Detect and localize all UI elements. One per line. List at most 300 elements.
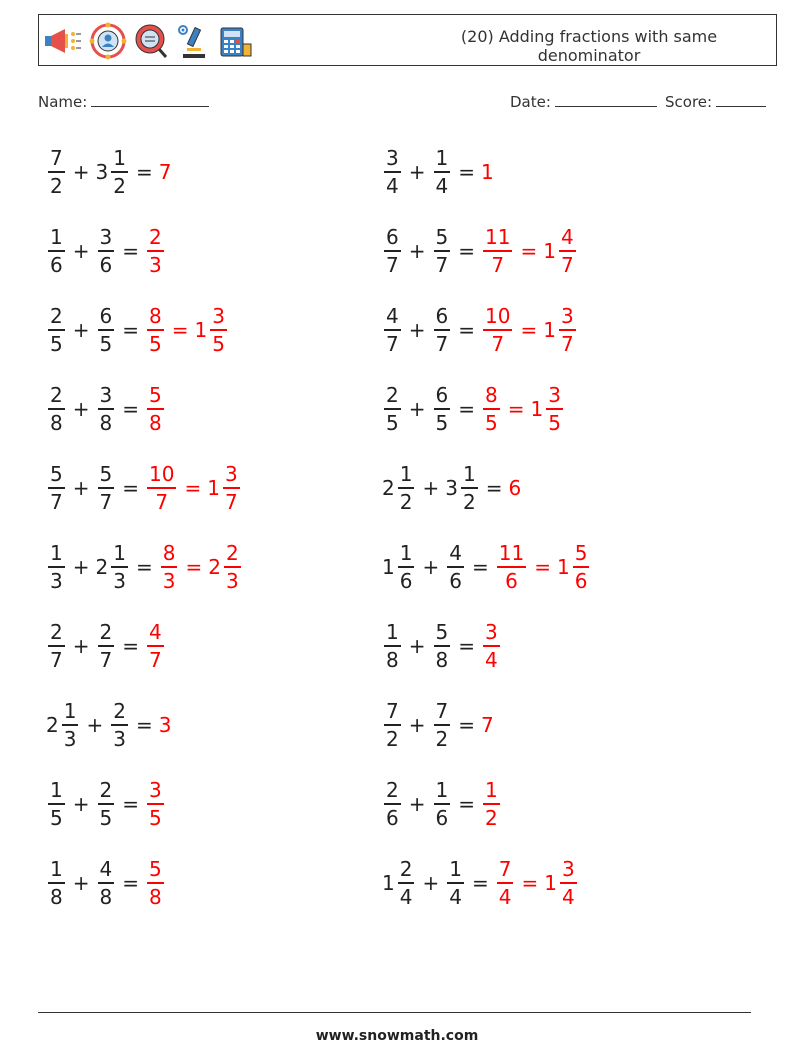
fraction	[224, 540, 241, 594]
denominator: 8	[50, 884, 63, 909]
numerator: 7	[498, 857, 512, 882]
fraction	[48, 777, 65, 831]
denominator: 5	[548, 410, 561, 435]
problem-item	[382, 769, 502, 839]
fraction	[434, 224, 451, 278]
whole-number: 1	[207, 476, 220, 500]
equals-sign: =	[458, 239, 475, 263]
whole-number: 2	[208, 555, 221, 579]
plus-sign: +	[72, 397, 90, 421]
equals-sign: =	[458, 634, 475, 658]
score-blank[interactable]	[716, 92, 766, 107]
numerator: 11	[485, 225, 511, 250]
fraction	[98, 224, 115, 278]
operand-number	[382, 856, 416, 910]
numerator: 3	[485, 620, 498, 645]
fraction	[434, 777, 451, 831]
plus-sign: +	[422, 555, 440, 579]
numerator: 1	[386, 620, 399, 645]
operand-number	[432, 382, 453, 436]
plus-sign: +	[72, 318, 90, 342]
operand-number	[46, 382, 67, 436]
fraction	[398, 540, 415, 594]
answer-number	[495, 540, 528, 594]
people-circle-icon	[89, 22, 127, 60]
problem-item	[382, 374, 565, 444]
operand-number	[96, 777, 117, 831]
operand-number	[445, 461, 479, 515]
fraction	[147, 303, 164, 357]
denominator: 5	[149, 805, 162, 830]
operand-number	[432, 145, 453, 199]
fraction	[497, 540, 526, 594]
fraction	[483, 382, 500, 436]
fraction	[111, 540, 128, 594]
denominator: 7	[50, 489, 63, 514]
numerator: 2	[149, 225, 162, 250]
whole-number: 1	[382, 555, 395, 579]
fraction	[98, 303, 115, 357]
plus-sign: +	[72, 792, 90, 816]
fraction	[461, 461, 478, 515]
footer-url[interactable]: www.snowmath.com	[315, 1028, 479, 1044]
fraction	[384, 698, 401, 752]
fraction	[398, 461, 415, 515]
calculator-icon	[215, 22, 253, 60]
equals-sign: =	[135, 713, 153, 737]
numerator: 4	[99, 857, 113, 882]
numerator: 3	[560, 304, 574, 329]
numerator: 8	[162, 541, 176, 566]
numerator: 5	[149, 383, 162, 408]
numerator: 2	[225, 541, 239, 566]
problem-item	[382, 532, 591, 602]
denominator: 3	[113, 568, 126, 593]
numerator: 10	[485, 304, 511, 329]
answer-number	[481, 713, 495, 737]
equals-sign: =	[458, 792, 475, 816]
denominator: 5	[50, 331, 63, 356]
answer-number	[145, 303, 166, 357]
numerator: 1	[50, 541, 63, 566]
denominator: 8	[149, 410, 162, 435]
denominator: 5	[212, 331, 225, 356]
answer-number	[159, 713, 173, 737]
whole-number: 1	[543, 318, 556, 342]
numerator: 2	[50, 383, 63, 408]
denominator: 6	[449, 568, 462, 593]
answer-number	[481, 777, 502, 831]
answer-number	[481, 382, 502, 436]
fraction	[48, 540, 65, 594]
whole-number: 1	[382, 871, 395, 895]
numerator: 4	[560, 225, 574, 250]
answer-number	[145, 619, 166, 673]
denominator: 6	[386, 805, 399, 830]
whole-number: 2	[382, 476, 395, 500]
answer-number	[159, 160, 173, 184]
whole-number: 1	[530, 397, 544, 421]
denominator: 7	[155, 489, 169, 514]
numerator: 6	[99, 304, 113, 329]
name-field[interactable]	[38, 92, 209, 111]
fraction	[434, 619, 451, 673]
numerator: 3	[548, 383, 561, 408]
whole-number: 2	[46, 713, 59, 737]
plus-sign: +	[72, 871, 90, 895]
denominator: 7	[560, 252, 574, 277]
operand-number	[46, 777, 67, 831]
problem-item	[382, 216, 578, 286]
numerator: 7	[386, 699, 399, 724]
fraction	[483, 224, 512, 278]
problem-item	[46, 137, 172, 207]
answer-number	[145, 856, 166, 910]
numerator: 2	[50, 620, 63, 645]
whole-number: 6	[508, 476, 522, 500]
score-field[interactable]	[665, 92, 766, 111]
operand-number	[46, 856, 67, 910]
numerator: 1	[449, 857, 462, 882]
operand-number	[382, 619, 403, 673]
numerator: 5	[149, 857, 162, 882]
numerator: 6	[435, 304, 449, 329]
denominator: 4	[561, 884, 575, 909]
denominator: 2	[462, 489, 476, 514]
answer-number	[481, 619, 502, 673]
operand-number	[432, 224, 453, 278]
name-blank[interactable]	[91, 92, 209, 107]
denominator: 2	[386, 726, 399, 751]
operand-number	[445, 856, 466, 910]
numerator: 2	[113, 699, 126, 724]
numerator: 4	[386, 304, 399, 329]
fraction	[147, 461, 176, 515]
denominator: 7	[560, 331, 574, 356]
plus-sign: +	[408, 160, 426, 184]
denominator: 8	[386, 647, 399, 672]
operand-number	[96, 540, 130, 594]
numerator: 4	[449, 541, 462, 566]
answer-number	[481, 224, 514, 278]
denominator: 7	[50, 647, 63, 672]
equals-sign: =	[458, 713, 475, 737]
equals-sign: =	[534, 555, 551, 579]
fraction	[483, 303, 512, 357]
problem-item	[382, 295, 578, 365]
numerator: 10	[149, 462, 175, 487]
fraction	[147, 619, 164, 673]
problem-item	[46, 216, 166, 286]
numerator: 5	[50, 462, 63, 487]
numerator: 3	[212, 304, 225, 329]
operand-number	[96, 382, 117, 436]
equals-sign: =	[520, 318, 538, 342]
denominator: 7	[149, 647, 162, 672]
problem-item	[46, 532, 243, 602]
fraction	[98, 777, 115, 831]
denominator: 7	[386, 252, 399, 277]
operand-number	[46, 540, 67, 594]
numerator: 5	[435, 225, 449, 250]
fraction	[559, 303, 576, 357]
numerator: 2	[386, 778, 399, 803]
fraction	[48, 224, 65, 278]
answer-number	[208, 540, 242, 594]
numerator: 1	[63, 699, 77, 724]
equals-sign: =	[122, 239, 139, 263]
numerator: 7	[435, 699, 449, 724]
equals-sign: =	[458, 160, 475, 184]
fraction	[62, 698, 79, 752]
denominator: 2	[399, 489, 413, 514]
denominator: 4	[399, 884, 413, 909]
answer-number	[207, 461, 241, 515]
equals-sign: =	[184, 476, 202, 500]
denominator: 3	[162, 568, 176, 593]
fraction	[98, 619, 115, 673]
operand-number	[382, 145, 403, 199]
fraction	[434, 698, 451, 752]
problem-item	[46, 848, 166, 918]
numerator: 5	[574, 541, 588, 566]
answer-number	[145, 224, 166, 278]
fraction	[384, 777, 401, 831]
equals-sign: =	[471, 555, 489, 579]
plus-sign: +	[422, 871, 440, 895]
denominator: 5	[435, 410, 449, 435]
denominator: 6	[50, 252, 63, 277]
numerator: 1	[485, 778, 498, 803]
operand-number	[46, 619, 67, 673]
numerator: 1	[462, 462, 476, 487]
denominator: 7	[99, 489, 113, 514]
equals-sign: =	[171, 318, 189, 342]
answer-number	[508, 476, 522, 500]
operand-number	[46, 303, 67, 357]
plus-sign: +	[422, 476, 440, 500]
operand-number	[96, 303, 117, 357]
numerator: 1	[113, 146, 126, 171]
denominator: 2	[50, 173, 63, 198]
problem-item	[382, 453, 522, 523]
problem-item	[382, 611, 502, 681]
fraction	[48, 382, 65, 436]
operand-number	[432, 777, 453, 831]
equals-sign: =	[471, 871, 489, 895]
numerator: 11	[498, 541, 525, 566]
operand-number	[96, 461, 117, 515]
fraction	[559, 224, 576, 278]
answer-number	[145, 461, 178, 515]
numerator: 7	[50, 146, 63, 171]
fraction	[384, 145, 401, 199]
operand-number	[96, 856, 117, 910]
denominator: 3	[63, 726, 77, 751]
denominator: 3	[50, 568, 63, 593]
plus-sign: +	[72, 476, 90, 500]
equals-sign: =	[458, 397, 475, 421]
operand-number	[382, 461, 416, 515]
numerator: 1	[50, 857, 63, 882]
denominator: 7	[435, 331, 449, 356]
denominator: 8	[435, 647, 449, 672]
answer-number	[145, 382, 166, 436]
denominator: 4	[498, 884, 512, 909]
whole-number: 3	[445, 476, 458, 500]
answer-number	[195, 303, 229, 357]
denominator: 8	[99, 410, 113, 435]
numerator: 6	[435, 383, 449, 408]
denominator: 8	[149, 884, 162, 909]
denominator: 7	[224, 489, 238, 514]
equals-sign: =	[122, 634, 139, 658]
operand-number	[432, 698, 453, 752]
fraction	[398, 856, 415, 910]
answer-number	[543, 224, 577, 278]
denominator: 6	[399, 568, 413, 593]
operand-number	[46, 145, 67, 199]
whole-number: 1	[556, 555, 570, 579]
fraction	[560, 856, 577, 910]
numerator: 2	[50, 304, 63, 329]
fraction	[483, 777, 500, 831]
fraction	[434, 145, 451, 199]
numerator: 2	[399, 857, 413, 882]
date-blank[interactable]	[555, 92, 657, 107]
whole-number: 1	[543, 239, 556, 263]
equals-sign: =	[458, 318, 475, 342]
problem-item	[46, 611, 166, 681]
equals-sign: =	[122, 476, 139, 500]
numerator: 6	[386, 225, 399, 250]
equals-sign: =	[135, 555, 153, 579]
plus-sign: +	[72, 239, 90, 263]
equals-sign: =	[520, 239, 538, 263]
footer-divider	[38, 1012, 751, 1013]
denominator: 5	[149, 331, 162, 356]
equals-sign: =	[521, 871, 539, 895]
numerator: 2	[386, 383, 399, 408]
plus-sign: +	[72, 555, 90, 579]
date-field[interactable]	[510, 92, 657, 111]
whole-number: 1	[194, 318, 208, 342]
numerator: 3	[386, 146, 399, 171]
problem-item	[382, 690, 495, 760]
fraction	[384, 382, 401, 436]
denominator: 5	[99, 331, 113, 356]
fraction	[111, 698, 128, 752]
megaphone-icon	[43, 26, 83, 56]
denominator: 5	[50, 805, 63, 830]
fraction	[210, 303, 227, 357]
numerator: 3	[149, 778, 162, 803]
fraction	[384, 619, 401, 673]
fraction	[98, 382, 115, 436]
plus-sign: +	[408, 634, 426, 658]
fraction	[483, 619, 500, 673]
numerator: 8	[149, 304, 162, 329]
problem-item	[382, 848, 579, 918]
fraction	[434, 303, 451, 357]
fraction	[48, 856, 65, 910]
problem-item	[46, 374, 166, 444]
answer-number	[544, 856, 578, 910]
denominator: 4	[386, 173, 399, 198]
whole-number: 7	[481, 713, 494, 737]
date-label: Date:	[510, 93, 551, 111]
numerator: 2	[99, 620, 113, 645]
numerator: 5	[435, 620, 449, 645]
fraction	[384, 303, 401, 357]
denominator: 8	[50, 410, 63, 435]
denominator: 5	[485, 410, 498, 435]
fraction	[147, 777, 164, 831]
numerator: 1	[50, 225, 63, 250]
numerator: 3	[99, 383, 113, 408]
denominator: 8	[99, 884, 113, 909]
operand-number	[382, 303, 403, 357]
problem-item	[382, 137, 495, 207]
fraction	[434, 382, 451, 436]
denominator: 4	[485, 647, 498, 672]
numerator: 1	[399, 541, 413, 566]
magnifier-badge-icon	[133, 22, 169, 60]
answer-number	[543, 303, 577, 357]
denominator: 6	[435, 805, 449, 830]
denominator: 7	[386, 331, 399, 356]
problem-item	[46, 769, 166, 839]
plus-sign: +	[408, 397, 426, 421]
denominator: 2	[485, 805, 498, 830]
fraction	[546, 382, 563, 436]
denominator: 7	[491, 331, 505, 356]
fraction	[447, 540, 464, 594]
fraction	[161, 540, 178, 594]
fraction	[447, 856, 464, 910]
fraction	[48, 145, 65, 199]
operand-number	[46, 698, 80, 752]
denominator: 6	[505, 568, 518, 593]
equals-sign: =	[122, 871, 139, 895]
fraction	[98, 461, 115, 515]
operand-number	[382, 540, 416, 594]
fraction	[223, 461, 240, 515]
operand-number	[382, 777, 403, 831]
equals-sign: =	[507, 397, 525, 421]
denominator: 2	[113, 173, 126, 198]
denominator: 6	[99, 252, 113, 277]
whole-number: 3	[95, 160, 109, 184]
whole-number: 2	[95, 555, 109, 579]
operand-number	[445, 540, 466, 594]
denominator: 5	[386, 410, 399, 435]
operand-number	[46, 461, 67, 515]
numerator: 8	[485, 383, 498, 408]
answer-number	[557, 540, 591, 594]
equals-sign: =	[122, 318, 139, 342]
denominator: 4	[435, 173, 449, 198]
problem-item	[46, 453, 242, 523]
microscope-icon	[175, 22, 209, 60]
equals-sign: =	[122, 792, 139, 816]
numerator: 1	[50, 778, 63, 803]
whole-number: 3	[158, 713, 172, 737]
equals-sign: =	[122, 397, 139, 421]
plus-sign: +	[408, 792, 426, 816]
denominator: 7	[435, 252, 449, 277]
numerator: 3	[224, 462, 238, 487]
